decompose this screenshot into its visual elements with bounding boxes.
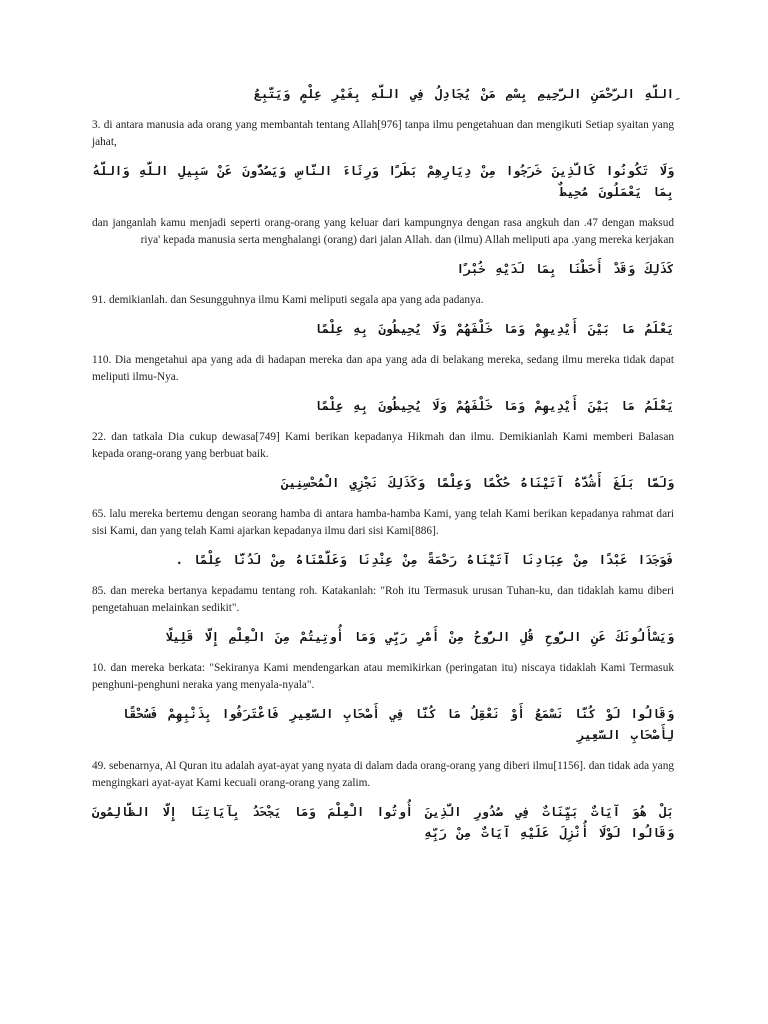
arabic-verse-22: وَلَمَّا بَلَغَ أَشُدَّهُ آتَيْنَاهُ حُكْمًا وَعِلْمًا وَكَذَلِكَ نَجْزِي الْمُحْسِنِينَ [281, 476, 674, 490]
arabic-verse-110-a: يَعْلَمُ مَا بَيْنَ أَيْدِيهِمْ وَمَا خَلْفَهُمْ وَلَا يُحِيطُونَ بِهِ عِلْمًا [314, 322, 674, 336]
translation-verse-47: dan janganlah kamu menjadi seperti orang-orang yang keluar dari kampungnya dengan rasa angkuh dan .47 dengan maksud riya' kepada manusia serta menghalangi (orang) dari jalan Allah. dan (ilmu) Allah meliputi apa .yang mereka kerjakan [92, 217, 674, 246]
translation-verse-3: 3. di antara manusia ada orang yang membantah tentang Allah[976] tanpa ilmu pengetahuan dan mengikuti Setiap syaitan yang jahat, [92, 119, 674, 148]
arabic-verse-1: ِاللَّهِ الرَّحْمَنِ الرَّحِيمِ بِسْمِ مَنْ يُجَادِلُ فِي اللَّهِ بِغَيْرِ عِلْمٍ وَيَتَّبِعُ [253, 87, 674, 101]
arabic-verse-91: كَذَلِكَ وَقَدْ أَحَطْنَا بِمَا لَدَيْهِ خُبْرًا [456, 262, 674, 276]
arabic-verse-65: فَوَجَدَا عَبْدًا مِنْ عِبَادِنَا آتَيْنَاهُ رَحْمَةً مِنْ عِنْدِنَا وَعَلَّمْنَاهُ مِنْ لَدُنَّا عِلْمًا . [175, 553, 674, 567]
arabic-verse-85: وَيَسْأَلُونَكَ عَنِ الرُّوحِ قُلِ الرُّوحُ مِنْ أَمْرِ رَبِّي وَمَا أُوتِيتُمْ مِنَ الْعِلْمِ إِلَّا قَلِيلًا [165, 630, 674, 644]
translation-verse-110: 110. Dia mengetahui apa yang ada di hadapan mereka dan apa yang ada di belakang mereka, sedang ilmu mereka tidak dapat meliputi ilmu-Nya. [92, 354, 674, 383]
translation-verse-10: 10. dan mereka berkata: "Sekiranya Kami mendengarkan atau memikirkan (peringatan itu) niscaya tidaklah Kami Termasuk penghuni-penghuni neraka yang menyala-nyala". [92, 662, 674, 691]
arabic-verse-47: وَلَا تَكُونُوا كَالَّذِينَ خَرَجُوا مِنْ دِيَارِهِمْ بَطَرًا وَرِئَاءَ النَّاسِ وَيَصُدُّونَ عَنْ سَبِيلِ اللَّهِ وَاللَّهُ بِمَا يَعْمَلُونَ مُحِيطٌ [82, 164, 674, 199]
translation-verse-85: 85. dan mereka bertanya kepadamu tentang roh. Katakanlah: "Roh itu Termasuk urusan Tuhan-ku, dan tidaklah kamu diberi pengetahuan melainkan sedikit". [92, 585, 674, 614]
translation-verse-49: 49. sebenarnya, Al Quran itu adalah ayat-ayat yang nyata di dalam dada orang-orang yang diberi ilmu[1156]. dan tidak ada yang mengingkari ayat-ayat Kami kecuali orang-orang yang zalim. [92, 760, 674, 789]
arabic-verse-10: وَقَالُوا لَوْ كُنَّا نَسْمَعُ أَوْ نَعْقِلُ مَا كُنَّا فِي أَصْحَابِ السَّعِيرِ فَاعْتَرَفُوا بِذَنْبِهِمْ فَسُحْقًا لِأَصْحَابِ السَّعِيرِ [111, 707, 674, 742]
translation-verse-91: 91. demikianlah. dan Sesungguhnya ilmu Kami meliputi segala apa yang ada padanya. [92, 294, 484, 306]
translation-verse-65: 65. lalu mereka bertemu dengan seorang hamba di antara hamba-hamba Kami, yang telah Kami berikan kepadanya rahmat dari sisi Kami, dan yang telah Kami ajarkan kepadanya ilmu dari sisi Kami[886]. [92, 508, 674, 537]
translation-verse-22: 22. dan tatkala Dia cukup dewasa[749] Kami berikan kepadanya Hikmah dan ilmu. Demikianlah Kami memberi Balasan kepada orang-orang yang berbuat baik. [92, 431, 674, 460]
arabic-verse-49: بَلْ هُوَ آيَاتٌ بَيِّنَاتٌ فِي صُدُورِ الَّذِينَ أُوتُوا الْعِلْمَ وَمَا يَجْحَدُ بِآيَاتِنَا إِلَّا الظَّالِمُونَ وَقَالُوا لَوْلَا أُنْزِلَ عَلَيْهِ آيَاتٌ مِنْ رَبِّهِ [81, 805, 674, 840]
arabic-verse-110-b: يَعْلَمُ مَا بَيْنَ أَيْدِيهِمْ وَمَا خَلْفَهُمْ وَلَا يُحِيطُونَ بِهِ عِلْمًا [314, 399, 674, 413]
